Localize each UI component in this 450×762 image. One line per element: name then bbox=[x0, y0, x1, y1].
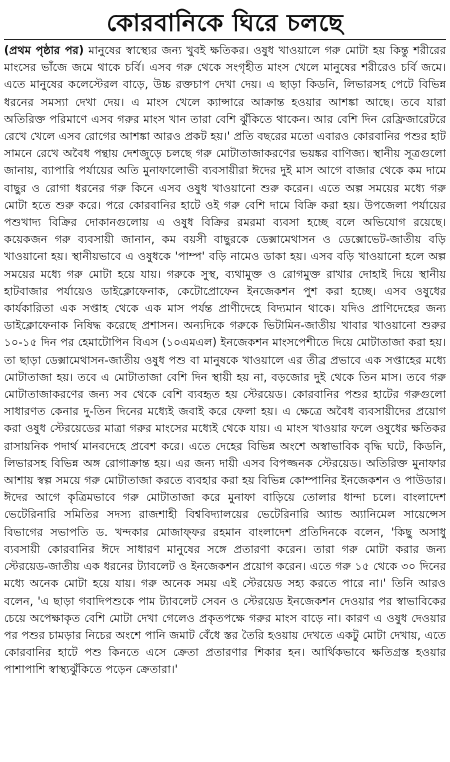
article-text: মানুষের স্বাস্থ্যের জন্য খুবই ক্ষতিকর। ওষুধ খাওয়ালে গরু মোটা হয় কিন্তু শরীরের মাংসের ভাঁজে জমে থাকে চর্বি। এসব গরু থেকে সংগৃহীত মাংস খেলে মানুষের শরীরেও চর্বি জমে। এতে মানুষের কলেস্টেরল বাড়ে, উচ্চ রক্তচাপ দেখা দেয়। এ ছাড়া কিডনি, লিভারসহ পেটে বিভিন্ন ধরনের সমস্যা দেখা দেয়। এ মাংস খেলে ক্যান্সারে আক্রান্ত হওয়ার আশঙ্কা আছে। তবে যারা অতিরিক্ত পরিমাণে এসব গরুর মাংস খান তারা বেশি ঝুঁকিতে থাকেন। আর বেশি দিন রেফ্রিজারেটরে রেখে খেলে এসব রোগের আশঙ্কা আরও প্রকট হয়।' প্রতি বছরের মতো এবারও কোরবানির পশুর হাট সামনে রেখে অবৈধ পন্থায় দেশজুড়ে চলছে গরু মোটাতাজাকরণের ভয়ঙ্কর বাণিজ্য। স্থানীয় সূত্রগুলো জানায়, ব্যাপারি পর্যায়ের অতি মুনাফালোভী ব্যবসায়ীরা ঈদের দুই মাস আগে বাজার থেকে কম দামে বাছুর ও রোগা ধরনের গরু কিনে এসব ওষুধ খাওয়ানো শুরু করেন। এতে অল্প সময়ের মধ্যে গরু মোটা হতে শুরু করে। পরে কোরবানির হাটে ওই গরু বেশি দামে বিক্রি করা হয়। উপজেলা পর্যায়ের পশুখাদ্য বিক্রির দোকানগুলোয় এ ওষুধ বিক্রির রমরমা ব্যবসা হচ্ছে বলে অভিযোগ রয়েছে। কয়েকজন গরু ব্যবসায়ী জানান, কম বয়সী বাছুরকে ডেক্সামেথাসন ও ডেক্সোভেট-জাতীয় বড়ি খাওয়ানো হয়। স্থানীয়ভাবে এ ওষুধকে 'পাম্প' বড়ি নামেও ডাকা হয়। এসব বড়ি খাওয়ানো হলে অল্প সময়ের মধ্যে গরু মোটা হয়ে যায়। গরুকে সুস্থ, ব্যথামুক্ত ও রোগমুক্ত রাখার দোহাই দিয়ে স্থানীয় হাটবাজার পর্যায়েও ডাইক্লোফেনাক, কেটোপ্রোফেন ইনজেকশন পুশ করা হচ্ছে। এসব ওষুধের কার্যকারিতা এক সপ্তাহ থেকে এক মাস পর্যন্ত প্রাণীদেহে বিদ্যমান থাকে। যদিও প্রাণিদেহের জন্য ডাইক্লোফেনাক নিষিদ্ধ করেছে প্রশাসন। অন্যদিকে গরুকে ভিটামিন-জাতীয় খাবার খাওয়ানো শুরুর ১০-১৫ দিন পর হেমাটোপিন বিএস (১০এমএল) ইনজেকশন মাংসপেশীতে দিয়ে মোটাতাজা করা হয়। তা ছাড়া ডেক্সামেথাসন-জাতীয় ওষুধ পশু বা মানুষকে খাওয়ালে এর তীব্র প্রভাবে এক সপ্তাহের মধ্যে মোটাতাজা হয়। তবে এ মোটাতাজা বেশি দিন স্থায়ী হয় না, বড়জোর দুই থেকে তিন মাস। তবে গরু মোটাতাজাকরণের জন্য সব থেকে বেশি ব্যবহৃত হয় স্টেরয়েড। কোরবানির পশুর হাটের গরুগুলো সাধারণত কেনার দু-তিন দিনের মধ্যেই জবাই করে ফেলা হয়। এ ক্ষেত্রে অবৈধ ব্যবসায়ীদের প্রয়োগ করা ওষুধ স্টেরয়েডের মাত্রা গরুর মাংসের মধ্যেই থেকে যায়। এ মাংস খাওয়ার ফলে ওষুধের ক্ষতিকর রাসায়নিক পদার্থ মানবদেহে প্রবেশ করে। এতে দেহের বিভিন্ন অংশে অস্বাভাবিক বৃদ্ধি ঘটে, কিডনি, লিভারসহ বিভিন্ন অঙ্গ রোগাক্রান্ত হয়। এর জন্য দায়ী এসব বিপজ্জনক স্টেরয়েড। অতিরিক্ত মুনাফার আশায় স্বল্প সময়ে গরু মোটাতাজা করতে ব্যবহার করা হয় বিভিন্ন কোম্পানির ইনজেকশন ও পাউডার। ঈদের আগে কৃত্রিমভাবে গরু মোটাতাজা করে মুনাফা বাড়িয়ে তোলার ধান্দা চলে। বাংলাদেশ ভেটেরিনারি সমিতির সদস্য রাজশাহী বিশ্ববিদ্যালয়ের ভেটেরিনারি অ্যান্ড অ্যানিমেল সায়েন্সেস বিভাগের সভাপতি ড. খন্দকার মোজাফ্ফর রহমান বাংলাদেশ প্রতিদিনকে বলেন, 'কিছু অসাধু ব্যবসায়ী কোরবানির ঈদে সাধারণ মানুষের সঙ্গে প্রতারণা করেন। তারা গরু মোটা করার জন্য স্টেরয়েড-জাতীয় এক ধরনের ট্যাবলেট ও ইনজেকশন প্রয়োগ করেন। এতে গরু ১৫ থেকে ৩০ দিনের মধ্যে অনেক মোটা হয়ে যায়। গরু অনেক সময় এই স্টেরয়েড সহ্য করতে পারে না।' তিনি আরও বলেন, 'এ ছাড়া গবাদিপশুকে পাম ট্যাবলেট সেবন ও স্টেরয়েড ইনজেকশন দেওয়ার পর স্বাভাবিকের চেয়ে অপেক্ষাকৃত বেশি মোটা দেখা গেলেও প্রকৃতপক্ষে গরুর মাংস বাড়ে না। কারণ এ ওষুধ দেওয়ার পর পশুর চামড়ার নিচের অংশে পানি জমাট বেঁধে স্তর তৈরি হওয়ায় দেখতে একটু মোটা দেখায়, এতে কোরবানির হাটে পশু কিনতে এসে ক্রেতা প্রতারণার শিকার হন। আর্থিকভাবে ক্ষতিগ্রস্ত হওয়ার পাশাপাশি স্বাস্থ্যঝুঁকিতে পড়েন ক্রেতারা।' bbox=[4, 44, 446, 677]
headline-divider bbox=[4, 39, 446, 40]
previous-article-edge bbox=[0, 0, 450, 6]
article-body bbox=[4, 42, 446, 760]
bottom-edge bbox=[0, 756, 450, 762]
continuation-marker: (প্রথম পৃষ্ঠার পর) bbox=[4, 44, 84, 57]
article-paragraph bbox=[4, 42, 446, 679]
article-headline: কোরবানিকে ঘিরে চলছে bbox=[106, 9, 344, 37]
